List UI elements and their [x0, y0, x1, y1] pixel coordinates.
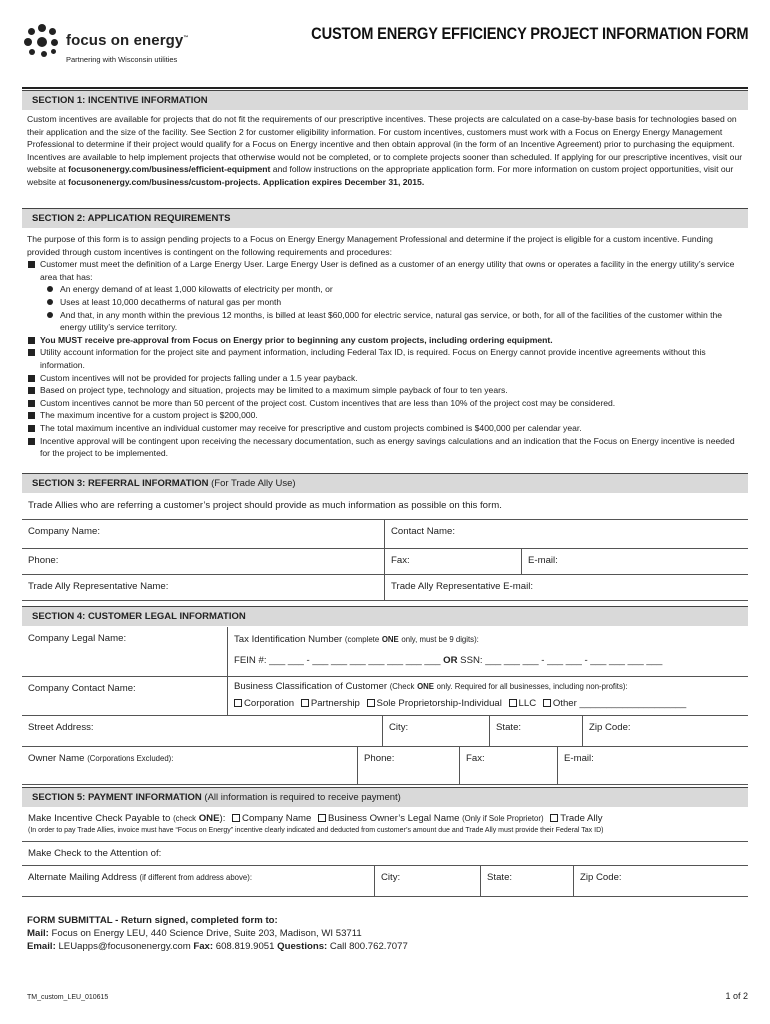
section3-intro: Trade Allies who are referring a customer’s project should provide as much information as possible on this form. — [28, 500, 502, 511]
trade-ally-checkbox[interactable] — [550, 814, 558, 822]
round-bullet-icon — [47, 299, 53, 305]
section5-row-alt-address — [22, 866, 748, 897]
section4-row-owner — [22, 747, 748, 785]
list-item: And that, in any month within the previous 12 months, is billed at least $60,000 for electric service, natural gas service, or both, for all of the facilities of the customer within the energy utility’s service territory. — [27, 309, 743, 334]
header-divider — [22, 87, 748, 89]
contact-name-field[interactable]: Contact Name: — [384, 520, 748, 548]
section4-header: SECTION 4: CUSTOMER LEGAL INFORMATION — [22, 606, 748, 626]
owner-phone-field[interactable]: Phone: — [357, 747, 459, 784]
owner-fax-field[interactable]: Fax: — [459, 747, 557, 784]
section2-intro: The purpose of this form is to assign pending projects to a Focus on Energy Energy Management Professional and determine if the project is eligible for a custom incentive. Funding provided through custom incentives is contingent on the following requirements and procedures: — [27, 234, 713, 257]
list-item: Based on project type, technology and situation, projects may be limited to a maximum simple payback of four to ten years. — [27, 384, 743, 397]
square-bullet-icon — [28, 425, 35, 432]
list-item: An energy demand of at least 1,000 kilowatts of electricity per month, or — [27, 283, 743, 296]
section4-row-legal — [22, 627, 748, 677]
business-owner-checkbox[interactable] — [318, 814, 326, 822]
email-field[interactable]: E-mail: — [521, 549, 748, 574]
list-item: Utility account information for the project site and payment information, including Federal Tax ID, is required. Focus on Energy cannot provide incentive agreements without this information. — [27, 346, 743, 371]
company-name-field[interactable]: Company Name: — [28, 526, 100, 537]
section5-row-payable — [22, 808, 748, 842]
square-bullet-icon — [28, 438, 35, 445]
alt-city-field[interactable]: City: — [374, 866, 480, 896]
alt-state-field[interactable]: State: — [480, 866, 573, 896]
payable-footnote: (In order to pay Trade Allies, invoice must have “Focus on Energy” incentive clearly indicated and deducted from customer’s amount due and Trade Ally must provide their Federal Tax ID) — [28, 827, 604, 834]
alt-zip-field[interactable]: Zip Code: — [573, 866, 748, 896]
square-bullet-icon — [28, 261, 35, 268]
section1-body: Custom incentives are available for projects that do not fit the requirements of our prescriptive incentives. These projects are calculated on a case-by-base basis for technologies based on their application and the size of the facility. See Section 2 for customer eligibility information. For custom incentives, customers must work with a Focus on Energy Energy Management Professional to determine if their project would qualify for a Focus on Energy incentive and then obtain approval (in the form of an Incentive Agreement) prior to purchasing the equipment. Incentives are available to help implement projects that otherwise would not be completed, or to complete projects sooner than scheduled. If applying for our prescriptive incentives, visit our website at focusonenergy.com/business/efficient-equipment and follow instructions on the appropriate application form. For more information on custom project opportunities, visit our website at focusonenergy.com/business/custom-projects. Application expires December 31, 2015. — [27, 114, 743, 187]
section2-header: SECTION 2: APPLICATION REQUIREMENTS — [22, 208, 748, 228]
section1-header: SECTION 1: INCENTIVE INFORMATION — [22, 90, 748, 110]
section3-row-phone — [22, 549, 748, 575]
round-bullet-icon — [47, 286, 53, 292]
section3-intro-row — [22, 494, 748, 520]
list-item: The total maximum incentive an individual customer may receive for prescriptive and custom projects combined is $400,000 per calendar year. — [27, 422, 743, 435]
business-classification: Business Classification of Customer (Check ONE only. Required for all businesses, including non-profits): Corporation Partnership Sole Proprietorship-Individual LLC Other ____________________ — [227, 677, 748, 715]
form-submittal: FORM SUBMITTAL - Return signed, completed form to: Mail: Focus on Energy LEU, 440 Science Drive, Suite 203, Madison, WI 53711 Email: LEUapps@focusonenergy.com Fax: 608.819.9051 Questions: Call 800.762.7077 — [27, 915, 408, 952]
partnership-checkbox[interactable] — [301, 699, 309, 707]
submittal-email-link[interactable]: LEUapps@focusonenergy.com — [58, 941, 191, 952]
square-bullet-icon — [28, 412, 35, 419]
focus-on-energy-logo — [24, 18, 214, 68]
section2-body — [27, 233, 743, 460]
list-item: The maximum incentive for a custom project is $200,000. — [27, 409, 743, 422]
square-bullet-icon — [28, 349, 35, 356]
attention-field[interactable]: Make Check to the Attention of: — [28, 848, 162, 859]
rep-name-field[interactable]: Trade Ally Representative Name: — [28, 581, 169, 592]
efficient-equipment-link[interactable]: focusonenergy.com/business/efficient-equipment — [68, 164, 271, 175]
section3-row-rep — [22, 575, 748, 601]
custom-projects-link[interactable]: focusonenergy.com/business/custom-projects. — [68, 176, 261, 187]
fax-field[interactable]: Fax: — [384, 549, 521, 574]
section5-row-attention — [22, 842, 748, 866]
street-address-field[interactable]: Street Address: — [28, 722, 94, 733]
round-bullet-icon — [47, 312, 53, 318]
list-item: Uses at least 10,000 decatherms of natural gas per month — [27, 296, 743, 309]
section5-header: SECTION 5: PAYMENT INFORMATION (All information is required to receive payment) — [22, 787, 748, 807]
square-bullet-icon — [28, 375, 35, 382]
list-item: Custom incentives cannot be more than 50 percent of the project cost. Custom incentives that are less than 10% of the project cost may be considered. — [27, 397, 743, 410]
square-bullet-icon — [28, 337, 35, 344]
list-item: Custom incentives will not be provided for projects falling under a 1.5 year payback. — [27, 372, 743, 385]
state-field[interactable]: State: — [489, 716, 582, 746]
other-checkbox[interactable] — [543, 699, 551, 707]
corporation-checkbox[interactable] — [234, 699, 242, 707]
section4-row-contact — [22, 677, 748, 716]
owner-name-field[interactable]: Owner Name (Corporations Excluded): — [28, 753, 174, 764]
legal-name-field[interactable]: Company Legal Name: — [28, 633, 127, 644]
city-field[interactable]: City: — [382, 716, 489, 746]
square-bullet-icon — [28, 400, 35, 407]
tax-id-field[interactable]: Tax Identification Number (complete ONE only, must be 9 digits): FEIN #: ___ ___ - ___ ___ ___ ___ ___ ___ ___ OR SSN: ___ ___ ___ - ___ ___ - ___ ___ ___ ___ — [227, 627, 748, 676]
list-item: Incentive approval will be contingent upon receiving the necessary documentation, such as energy savings calculations and an indication that the Focus on Energy incentive is needed for the project to be implemented. — [27, 435, 743, 460]
form-title: CUSTOM ENERGY EFFICIENCY PROJECT INFORMATION FORM — [310, 24, 748, 43]
zip-field[interactable]: Zip Code: — [582, 716, 748, 746]
logo-dots-icon — [24, 24, 60, 58]
logo-wordmark: focus on energy™ — [66, 32, 189, 49]
llc-checkbox[interactable] — [509, 699, 517, 707]
form-id: TM_custom_LEU_010615 — [27, 994, 109, 1001]
square-bullet-icon — [28, 387, 35, 394]
section3-row-company — [22, 520, 748, 549]
owner-email-field[interactable]: E-mail: — [557, 747, 748, 784]
section3-header: SECTION 3: REFERRAL INFORMATION (For Trade Ally Use) — [22, 473, 748, 493]
payable-to-options: Make Incentive Check Payable to (check ONE): Company Name Business Owner’s Legal Name (Only if Sole Proprietor) Trade Ally (In order to pay Trade Allies, invoice must have “Focus on Energy” incentive clearly indicated and deducted from customer’s amount due and Trade Ally must provide their Federal Tax ID) — [22, 808, 748, 841]
section4-row-address — [22, 716, 748, 747]
alt-address-field[interactable]: Alternate Mailing Address (if different from address above): — [28, 872, 252, 883]
page-number: 1 of 2 — [725, 991, 748, 1001]
sole-proprietorship-checkbox[interactable] — [367, 699, 375, 707]
page-header — [0, 0, 770, 88]
list-item: You MUST receive pre-approval from Focus on Energy prior to beginning any custom projects, including ordering equipment. — [27, 334, 743, 347]
logo-tagline: Partnering with Wisconsin utilities — [66, 55, 178, 64]
rep-email-field[interactable]: Trade Ally Representative E-mail: — [384, 575, 748, 600]
list-item: Customer must meet the definition of a Large Energy User. Large Energy User is defined as a customer of an energy utility that owns or operates a facility in the energy utility’s service area that has: — [27, 258, 743, 283]
company-contact-field[interactable]: Company Contact Name: — [28, 683, 136, 694]
company-name-checkbox[interactable] — [232, 814, 240, 822]
phone-field[interactable]: Phone: — [28, 555, 59, 566]
